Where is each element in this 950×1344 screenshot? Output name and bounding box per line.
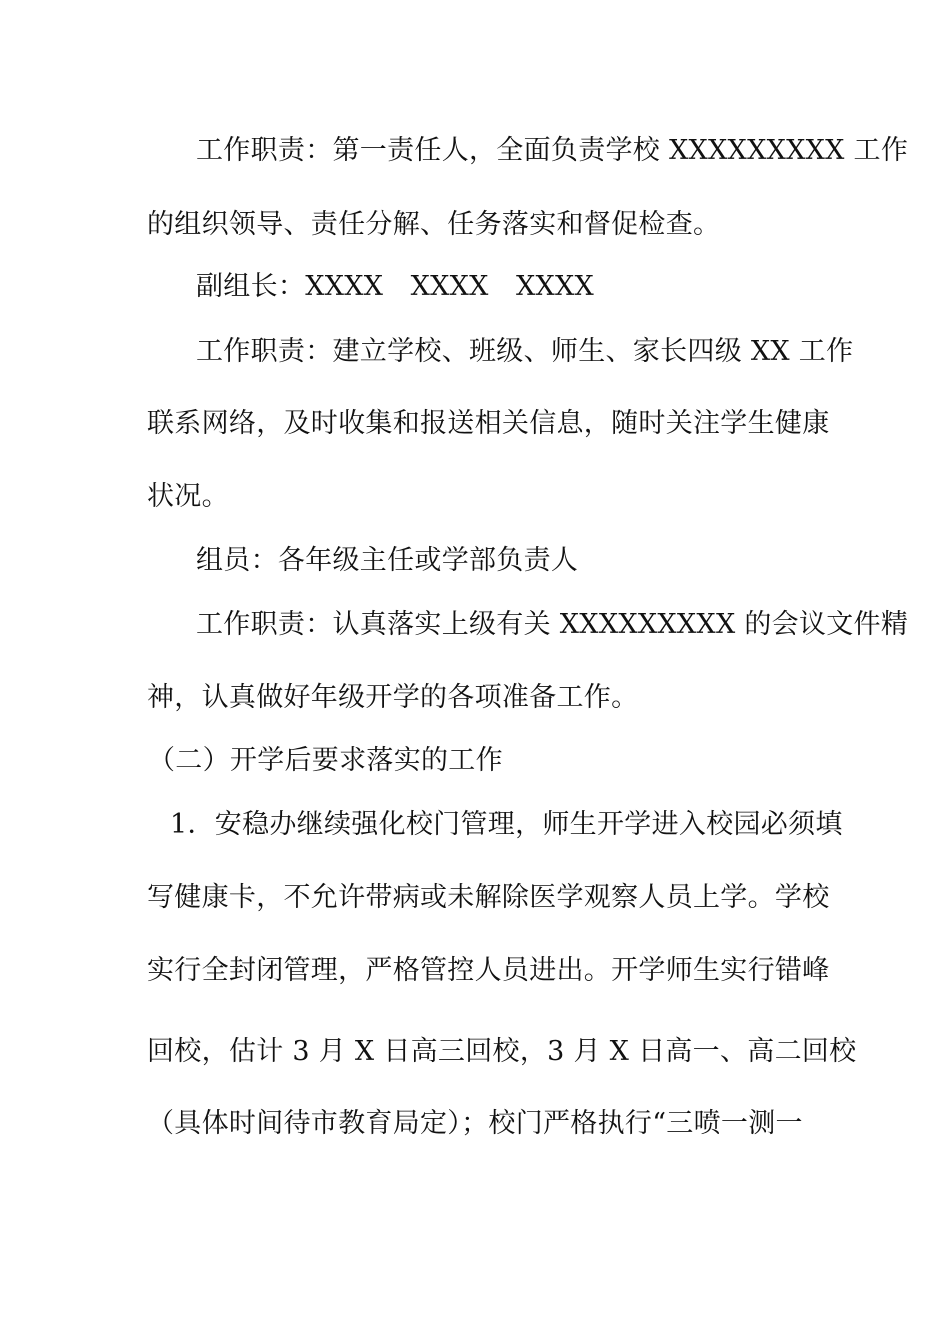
paragraph-line: 实行全封闭管理，严格管控人员进出。开学师生实行错峰 [147, 955, 830, 986]
paragraph-line: 工作职责：第一责任人，全面负责学校 XXXXXXXXX 工作 [196, 135, 909, 166]
paragraph-line: 1．安稳办继续强化校门管理，师生开学进入校园必须填 [170, 809, 843, 840]
paragraph-line: 副组长：XXXX XXXX XXXX [196, 271, 595, 302]
paragraph-line: 回校，估计 3 月 X 日高三回校，3 月 X 日高一、高二回校 [147, 1036, 857, 1067]
paragraph-line: （具体时间待市教育局定）；校门严格执行“三喷一测一 [147, 1108, 803, 1139]
paragraph-line: 联系网络，及时收集和报送相关信息，随时关注学生健康 [147, 408, 830, 439]
paragraph-line: 写健康卡，不允许带病或未解除医学观察人员上学。学校 [147, 882, 830, 913]
paragraph-line: 状况。 [147, 481, 229, 512]
paragraph-line: 神，认真做好年级开学的各项准备工作。 [147, 682, 639, 713]
section-heading: （二）开学后要求落实的工作 [148, 745, 503, 776]
paragraph-line: 组员：各年级主任或学部负责人 [196, 545, 579, 576]
paragraph-line: 工作职责：认真落实上级有关 XXXXXXXXX 的会议文件精 [196, 609, 909, 640]
paragraph-line: 工作职责：建立学校、班级、师生、家长四级 XX 工作 [196, 336, 854, 367]
paragraph-line: 的组织领导、责任分解、任务落实和督促检查。 [147, 209, 721, 240]
